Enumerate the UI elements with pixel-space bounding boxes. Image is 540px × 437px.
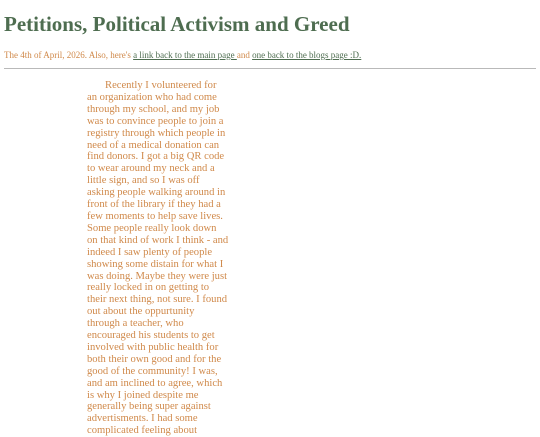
- intro-line: [4, 50, 361, 60]
- header-divider: [4, 68, 536, 69]
- page-title: Petitions, Political Activism and Greed: [4, 12, 350, 36]
- article-body: Recently I volunteered for an organization who had come through my school, and my job was to convince people to join a registry through which people in need of a medical donation can find donors. I got a big QR code to wear around my neck and a little sign, and so I was off asking people walking around in front of the library if they had a few moments to help save lives. Some people really look down on that kind of work I think - and indeed I saw plenty of people showing some distain for what I was doing. Maybe they were just really locked in on getting to their next thing, not sure. I found out about the oppurtunity through a teacher, who encouraged his students to get involved with public health for both their own good and for the good of the community! I was, and am inclined to agree, which is why I joined despite me generally being super against advertisments. I had some complicated feeling about: [87, 80, 229, 437]
- intro-date-text: The 4th of April, 2026. Also, here's: [4, 50, 134, 60]
- blogs-page-link[interactable]: one back to the blogs page :D.: [252, 50, 362, 60]
- intro-joiner-text: and: [236, 50, 253, 60]
- main-page-link[interactable]: a link back to the main page: [133, 50, 237, 60]
